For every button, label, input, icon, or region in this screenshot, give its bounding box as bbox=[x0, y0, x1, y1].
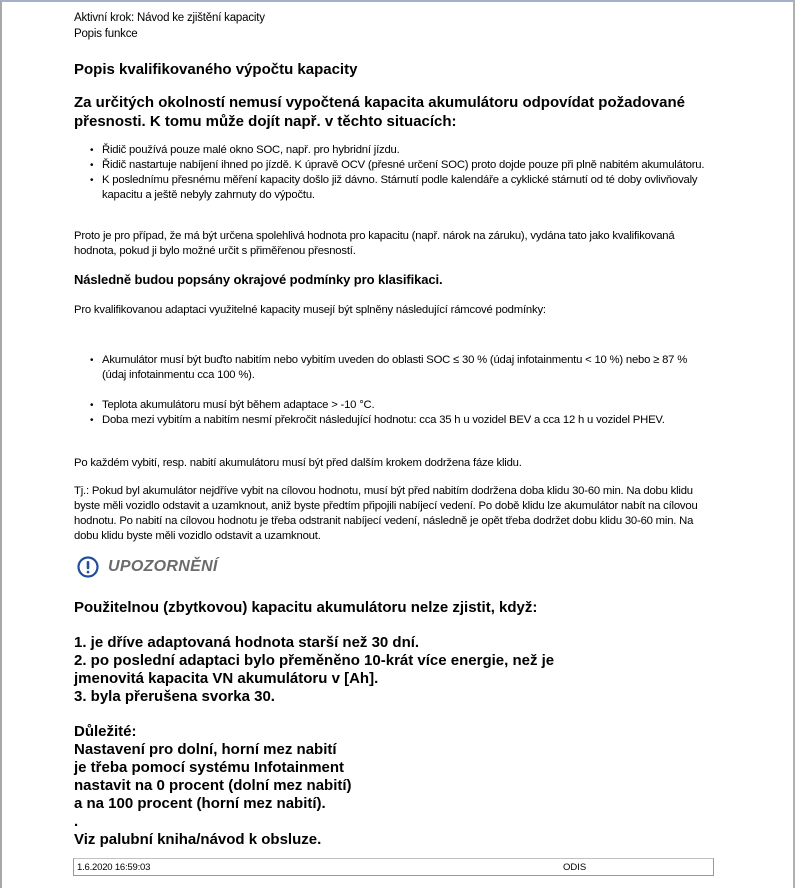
warning-heading: Použitelnou (zbytkovou) kapacitu akumulátoru nelze zjistit, když: bbox=[74, 599, 538, 616]
document-title: Popis kvalifikovaného výpočtu kapacity bbox=[74, 61, 358, 78]
lead-paragraph: Za určitých okolností nemusí vypočtená kapacita akumulátoru odpovídat požadované přesnosti. K tomu může dojít např. v těchto situacích: bbox=[74, 94, 685, 130]
section-label: Popis funkce bbox=[74, 28, 138, 40]
qualified-note: Proto je pro případ, že má být určena spolehlivá hodnota pro kapacitu (např. nárok na záruku), vydána tato jako kvalifikovaná hodnota, pokud ji bylo možné určit s přiměřenou přesností. bbox=[74, 230, 675, 257]
conditions-intro: Pro kvalifikovanou adaptaci využitelné kapacity musejí být splněny následující rámcové podmínky: bbox=[74, 304, 546, 316]
warning-item: 2. po poslední adaptaci bylo přeměněno 10-krát více energie, než je jmenovitá kapacita VN akumulátoru v [Ah]. bbox=[74, 652, 555, 687]
important-line: . bbox=[74, 813, 79, 830]
exclamation-circle-icon bbox=[77, 556, 99, 578]
footer-timestamp: 1.6.2020 16:59:03 bbox=[77, 862, 151, 873]
active-step-label: Aktivní krok: Návod ke zjištění kapacity bbox=[74, 12, 265, 24]
important-line: Nastavení pro dolní, horní mez nabití bbox=[74, 741, 337, 758]
list-item: • Akumulátor musí být buďto nabitím nebo vybitím uveden do oblasti SOC ≤ 30 % (údaj infotainmentu < 10 %) nebo ≥ 87 % (údaj infotainmentu cca 100 %). bbox=[90, 353, 714, 383]
important-line: Viz palubní kniha/návod k obsluze. bbox=[74, 831, 322, 848]
print-footer bbox=[73, 858, 714, 876]
warning-item: 1. je dříve adaptovaná hodnota starší než 30 dní. bbox=[74, 634, 420, 651]
situations-list-container bbox=[74, 143, 714, 203]
warning-items bbox=[74, 634, 594, 706]
important-line: nastavit na 0 procent (dolní mez nabití) bbox=[74, 777, 352, 794]
example-paragraph: Tj.: Pokud byl akumulátor nejdříve vybit na cílovou hodnotu, musí být před nabitím dodržena doba klidu 30-60 min. Na dobu klidu byste měli vozidlo odstavit a uzamknout, aniž byste předtím připojili nabíjecí vedení. Po době klidu lze akumulátor nabít na cílovou hodnotu. Po nabití na cílovou hodnotu je třeba odstranit nabíjecí vedení, následně je opět třeba dodržet dobu klidu 30-60 min. Na dobu klidu byste měli vozidlo odstavit a uzamknout. bbox=[74, 485, 698, 542]
important-label: Důležité: bbox=[74, 723, 137, 740]
list-item: • Řidič nastartuje nabíjení ihned po jízdě. K úpravě OCV (přesné určení SOC) proto dojde pouze při plně nabitém akumulátoru. bbox=[90, 158, 714, 173]
list-item: • Doba mezi vybitím a nabitím nesmí překročit následující hodnotu: cca 35 h u vozidel BEV a cca 12 h u vozidel PHEV. bbox=[90, 413, 714, 428]
warning-label: UPOZORNĚNÍ bbox=[108, 558, 218, 575]
step-header bbox=[74, 10, 714, 42]
conditions-list-container bbox=[74, 353, 714, 428]
warning-item: 3. byla přerušena svorka 30. bbox=[74, 688, 275, 705]
list-item: • K poslednímu přesnému měření kapacity došlo již dávno. Stárnutí podle kalendáře a cyklické stárnutí od té doby ovlivňovaly kapacitu a ještě nebyly zahrnuty do výpočtu. bbox=[90, 173, 714, 203]
important-line: a na 100 procent (horní mez nabití). bbox=[74, 795, 326, 812]
list-item: • Řidič používá pouze malé okno SOC, např. pro hybridní jízdu. bbox=[90, 143, 714, 158]
footer-app-name: ODIS bbox=[563, 862, 587, 873]
important-line: je třeba pomocí systému Infotainment bbox=[74, 759, 345, 776]
conditions-list bbox=[74, 353, 714, 428]
list-item: • Teplota akumulátoru musí být během adaptace > -10 °C. bbox=[90, 398, 714, 413]
rest-phase-note: Po každém vybití, resp. nabití akumulátoru musí být před dalším krokem dodržena fáze klidu. bbox=[74, 457, 522, 469]
warning-banner bbox=[77, 556, 218, 578]
situations-list bbox=[74, 143, 714, 203]
important-block bbox=[74, 723, 594, 849]
conditions-heading: Následně budou popsány okrajové podmínky pro klasifikaci. bbox=[74, 272, 443, 287]
